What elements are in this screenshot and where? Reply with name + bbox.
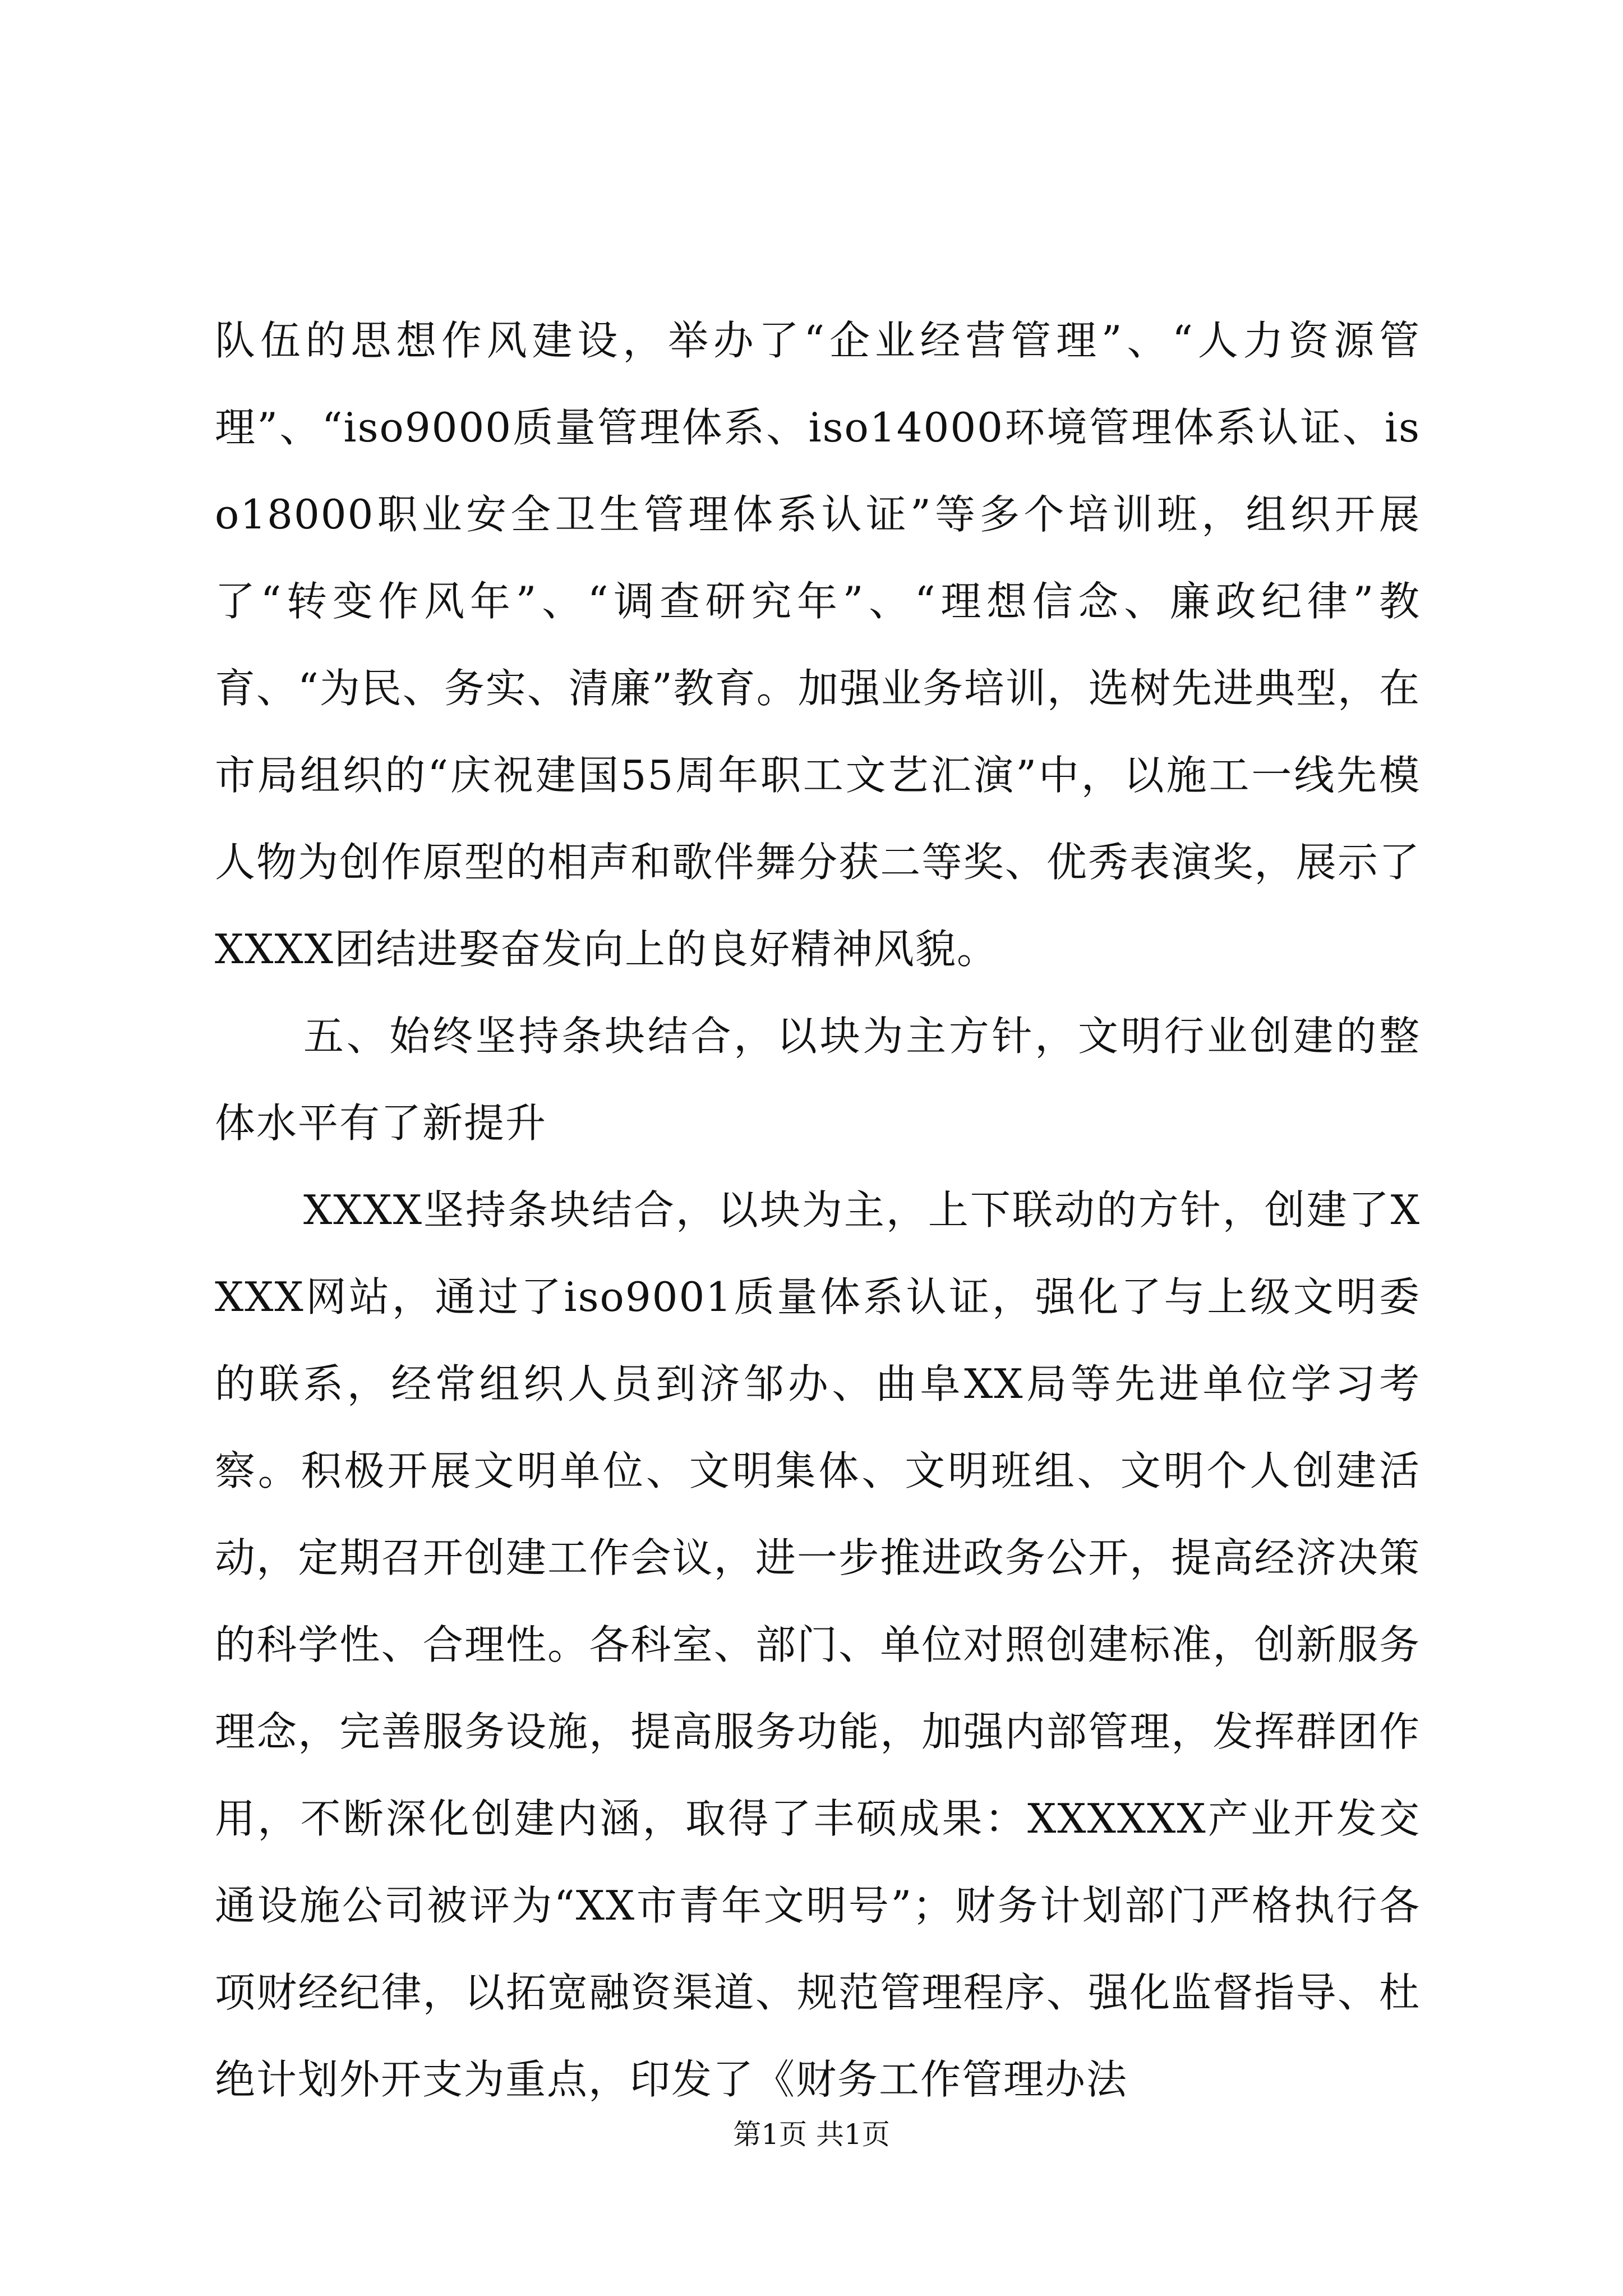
- page-footer: 第1页 共1页: [733, 2118, 890, 2151]
- paragraph-continuation: 队伍的思想作风建设，举办了“企业经营管理”、“人力资源管理”、“iso9000质量管理体系、iso14000环境管理体系认证、iso18000职业安全卫生管理体系认证”等多个培训班，组织开展了“转变作风年”、“调查研究年”、“理想信念、廉政纪律”教育、“为民、务实、清廉”教育。加强业务培训，选树先进典型，在市局组织的“庆祝建国55周年职工文艺汇演”中，以施工一线先模人物为创作原型的相声和歌伴舞分获二等奖、优秀表演奖，展示了XXXX团结进娶奋发向上的良好精神风貌。: [215, 317, 1421, 973]
- section-heading: 五、始终坚持条块结合，以块为主方针，文明行业创建的整体水平有了新提升: [215, 1013, 1421, 1147]
- paragraph-body: XXXX坚持条块结合，以块为主，上下联动的方针，创建了XXXX网站，通过了iso9001质量体系认证，强化了与上级文明委的联系，经常组织人员到济邹办、曲阜XX局等先进单位学习考察。积极开展文明单位、文明集体、文明班组、文明个人创建活动，定期召开创建工作会议，进一步推进政务公开，提高经济决策的科学性、合理性。各科室、部门、单位对照创建标准，创新服务理念，完善服务设施，提高服务功能，加强内部管理，发挥群团作用，不断深化创建内涵，取得了丰硕成果：XXXXXX产业开发交通设施公司被评为“XX市青年文明号”；财务计划部门严格执行各项财经纪律，以拓宽融资渠道、规范管理程序、强化监督指导、杜绝计划外开支为重点，印发了《财务工作管理办法: [215, 1186, 1421, 2103]
- document-body: [215, 297, 1421, 2123]
